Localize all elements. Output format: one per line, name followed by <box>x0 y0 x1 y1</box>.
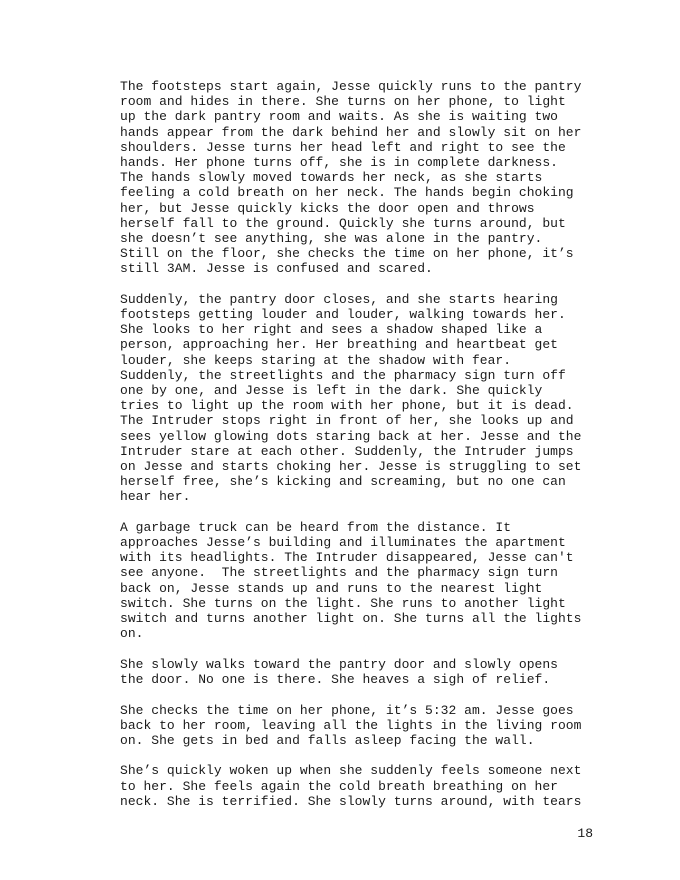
page-number: 18 <box>577 826 593 841</box>
text-line: switch and turns another light on. She turns all the lights <box>120 610 582 626</box>
text-line: The Intruder stops right in front of her, she looks up and <box>120 413 574 429</box>
text-line: on Jesse and starts choking her. Jesse is struggling to set <box>120 458 582 474</box>
text-line: sees yellow glowing dots staring back at her. Jesse and the <box>120 428 582 444</box>
paragraph <box>120 520 600 642</box>
paragraph <box>120 657 600 687</box>
text-line: to her. She feels again the cold breath breathing on her <box>120 778 558 794</box>
text-line: She checks the time on her phone, it’s 5:32 am. Jesse goes <box>120 702 574 718</box>
text-line: her, but Jesse quickly kicks the door open and throws <box>120 200 535 216</box>
text-line: switch. She turns on the light. She runs to another light <box>120 595 566 611</box>
text-line: Suddenly, the pantry door closes, and she starts hearing <box>120 291 558 307</box>
text-line: back on, Jesse stands up and runs to the nearest light <box>120 580 543 596</box>
text-line: herself fall to the ground. Quickly she turns around, but <box>120 215 566 231</box>
text-line: footsteps getting louder and louder, walking towards her. <box>120 307 566 323</box>
text-line: one by one, and Jesse is left in the dark. She quickly <box>120 382 543 398</box>
text-line: hands. Her phone turns off, she is in complete darkness. <box>120 154 558 170</box>
text-line: The footsteps start again, Jesse quickly runs to the pantry <box>120 79 582 94</box>
text-line: see anyone. The streetlights and the pharmacy sign turn <box>120 565 558 581</box>
text-line: The hands slowly moved towards her neck, as she starts <box>120 170 543 186</box>
text-line: approaches Jesse’s building and illuminates the apartment <box>120 535 566 551</box>
paragraph <box>120 79 600 276</box>
paragraph <box>120 763 600 809</box>
text-line: on. She gets in bed and falls asleep facing the wall. <box>120 732 535 748</box>
text-line: louder, she keeps staring at the shadow with fear. <box>120 352 512 368</box>
text-line: Suddenly, the streetlights and the pharmacy sign turn off <box>120 367 566 383</box>
text-line: person, approaching her. Her breathing and heartbeat get <box>120 337 558 353</box>
text-line: still 3AM. Jesse is confused and scared. <box>120 261 433 277</box>
text-line: on. <box>120 626 144 642</box>
body-text <box>120 79 600 824</box>
text-line: hear her. <box>120 489 191 505</box>
text-line: Still on the floor, she checks the time on her phone, it’s <box>120 246 574 262</box>
text-line: she doesn’t see anything, she was alone in the pantry. <box>120 230 543 246</box>
text-line: A garbage truck can be heard from the distance. It <box>120 519 512 535</box>
text-line: with its headlights. The Intruder disappeared, Jesse can't <box>120 550 574 566</box>
paragraph <box>120 703 600 749</box>
text-line: She’s quickly woken up when she suddenly feels someone next <box>120 763 582 779</box>
text-line: She looks to her right and sees a shadow shaped like a <box>120 322 543 338</box>
text-line: neck. She is terrified. She slowly turns around, with tears <box>120 793 582 809</box>
text-line: She slowly walks toward the pantry door and slowly opens <box>120 656 558 672</box>
text-line: back to her room, leaving all the lights in the living room <box>120 717 582 733</box>
text-line: Intruder stare at each other. Suddenly, the Intruder jumps <box>120 443 574 459</box>
paragraph <box>120 292 600 505</box>
text-line: hands appear from the dark behind her and slowly sit on her <box>120 124 582 140</box>
text-line: shoulders. Jesse turns her head left and right to see the <box>120 139 566 155</box>
text-line: room and hides in there. She turns on her phone, to light <box>120 94 566 110</box>
text-line: the door. No one is there. She heaves a sigh of relief. <box>120 671 551 687</box>
text-line: tries to light up the room with her phone, but it is dead. <box>120 398 574 414</box>
text-line: up the dark pantry room and waits. As she is waiting two <box>120 109 558 125</box>
text-line: feeling a cold breath on her neck. The hands begin choking <box>120 185 574 201</box>
text-line: herself free, she’s kicking and screaming, but no one can <box>120 474 566 490</box>
